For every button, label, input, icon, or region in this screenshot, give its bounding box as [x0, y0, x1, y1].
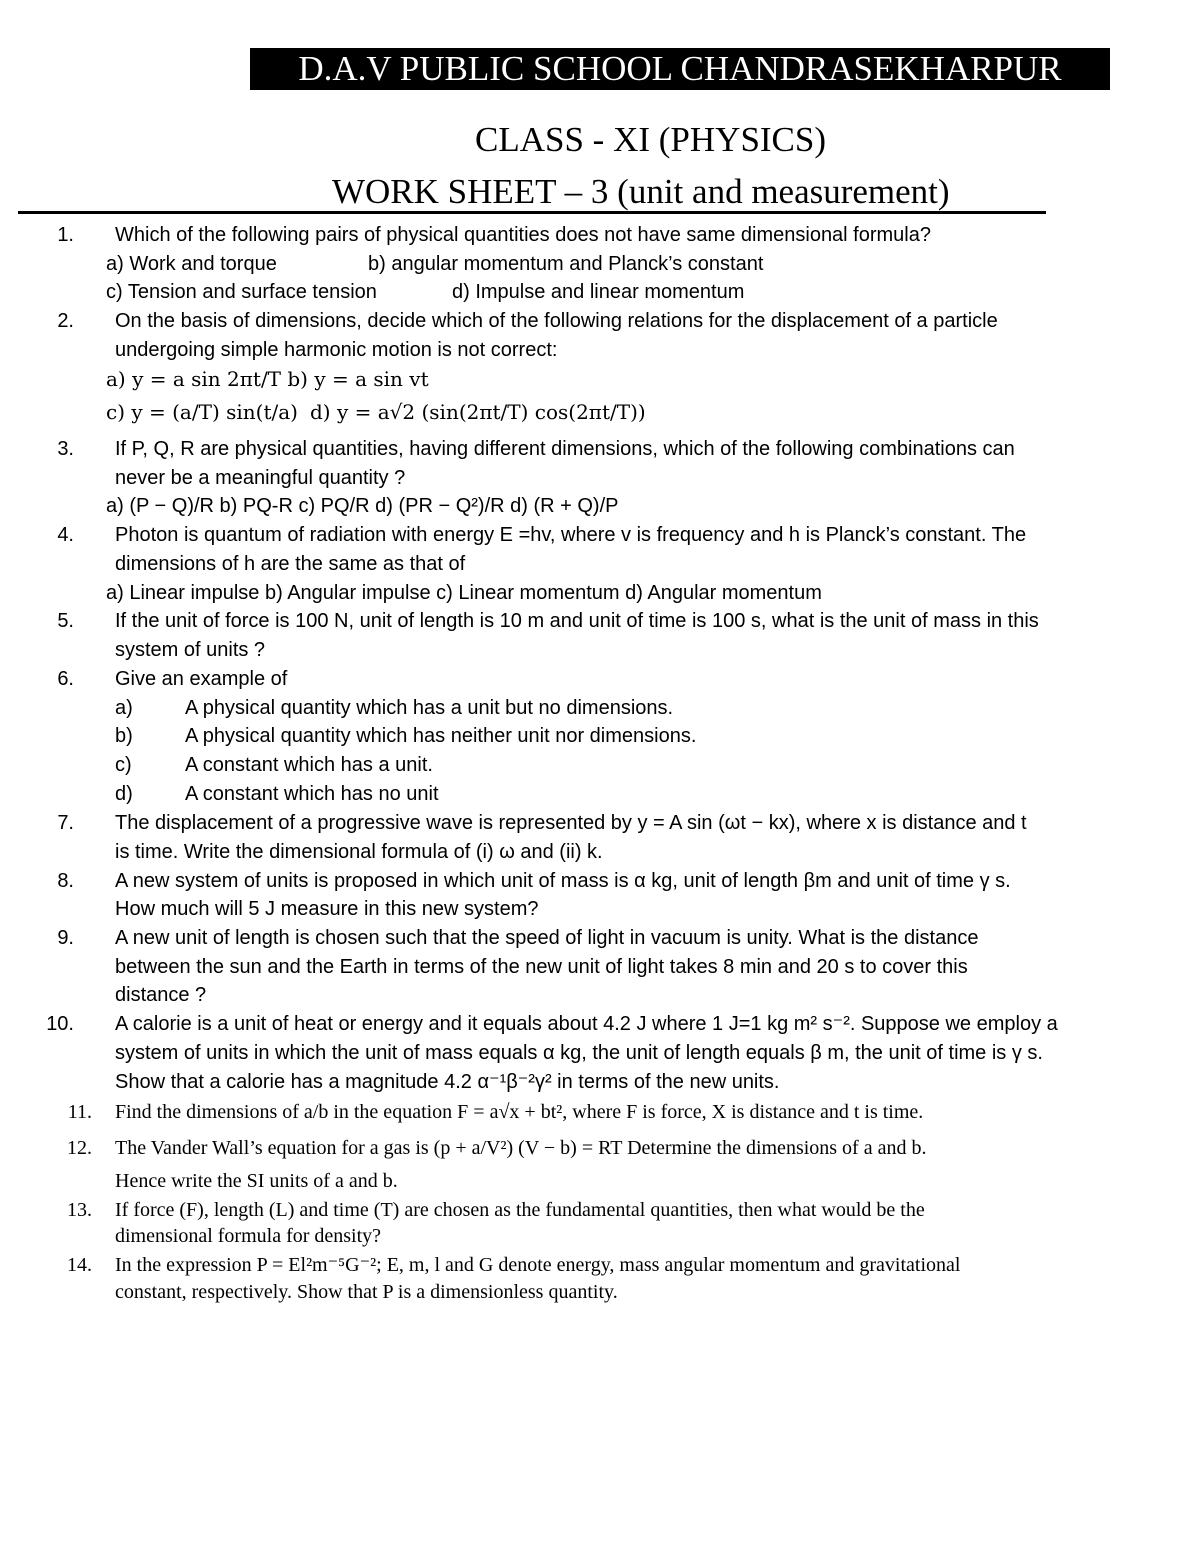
question-text-line-2: between the sun and the Earth in terms of the new unit of light takes 8 min and 20 s to cover this — [115, 956, 968, 978]
option-d: d) y = a√2 (sin(2πt/T) cos(2πt/T)) — [310, 400, 646, 424]
option-ab: a) y = a sin 2πt/T b) y = a sin vt — [106, 367, 429, 391]
question-number: 8. — [57, 870, 74, 892]
question-text: Find the dimensions of a/b in the equation F = a√x + bt², where F is force, X is distance and t is time. — [115, 1101, 924, 1123]
question-text-line-1: On the basis of dimensions, decide which of the following relations for the displacement of a particle — [115, 310, 998, 332]
question-text-line-2: Hence write the SI units of a and b. — [115, 1170, 398, 1192]
question-number: 13. — [67, 1199, 92, 1221]
question-text-line-1: If P, Q, R are physical quantities, having different dimensions, which of the following combinations can — [115, 438, 1015, 460]
question-text-line-2: never be a meaningful quantity ? — [115, 467, 406, 489]
question-text-line-1: In the expression P = El²m⁻⁵G⁻²; E, m, l and G denote energy, mass angular momentum and gravitational — [115, 1254, 961, 1276]
question-text-line-2: system of units in which the unit of mass equals α kg, the unit of length equals β m, the unit of time is γ s. — [115, 1042, 1043, 1064]
question-text-line-2: is time. Write the dimensional formula of (i) ω and (ii) k. — [115, 841, 603, 863]
question-number: 2. — [57, 310, 74, 332]
question-text-line-2: dimensions of h are the same as that of — [115, 553, 466, 575]
class-title: CLASS - XI (PHYSICS) — [475, 120, 827, 159]
question-text-line-2: system of units ? — [115, 639, 266, 661]
question-number: 11. — [67, 1101, 92, 1123]
question-text-line-2: dimensional formula for density? — [115, 1225, 382, 1247]
question-number: 6. — [57, 668, 74, 690]
question-number: 5. — [57, 610, 74, 632]
sub-label: c) — [115, 754, 132, 776]
question-text-line-1: If the unit of force is 100 N, unit of length is 10 m and unit of time is 100 s, what is the unit of mass in this — [115, 610, 1039, 632]
question-number: 7. — [57, 812, 74, 834]
question-text-line-3: Show that a calorie has a magnitude 4.2 α⁻¹β⁻²γ² in terms of the new units. — [115, 1071, 780, 1093]
question-number: 3. — [57, 438, 74, 460]
options: a) Linear impulse b) Angular impulse c) Linear momentum d) Angular momentum — [106, 582, 822, 604]
option-a: a) Work and torque — [106, 253, 277, 275]
option-c: c) Tension and surface tension — [106, 281, 377, 303]
option-d: d) Impulse and linear momentum — [452, 281, 745, 303]
question-text-line-1: Photon is quantum of radiation with energy E =hv, where v is frequency and h is Planck’s constant. The — [115, 524, 1027, 546]
question-number: 9. — [57, 927, 74, 949]
question-text-line-1: The Vander Wall’s equation for a gas is (p + a/V²) (V − b) = RT Determine the dimensions of a and b. — [115, 1137, 927, 1159]
question-number: 1. — [57, 224, 74, 246]
options: a) (P − Q)/R b) PQ-R c) PQ/R d) (PR − Q²)/R d) (R + Q)/P — [106, 495, 619, 517]
question-text-line-3: distance ? — [115, 984, 207, 1006]
question-number: 14. — [67, 1254, 92, 1276]
question-text-line-1: A new unit of length is chosen such that the speed of light in vacuum is unity. What is the distance — [115, 927, 979, 949]
question-text-line-2: undergoing simple harmonic motion is not correct: — [115, 339, 558, 361]
sub-text: A constant which has no unit — [185, 783, 439, 805]
option-b: b) angular momentum and Planck’s constant — [368, 253, 764, 275]
school-banner: D.A.V PUBLIC SCHOOL CHANDRASEKHARPUR — [250, 48, 1110, 90]
sub-text: A physical quantity which has a unit but no dimensions. — [185, 697, 674, 719]
question-text-line-1: A calorie is a unit of heat or energy and it equals about 4.2 J where 1 J=1 kg m² s⁻². Suppose we employ a — [115, 1013, 1058, 1035]
sub-text: A constant which has a unit. — [185, 754, 433, 776]
question-text: Give an example of — [115, 668, 288, 690]
header-divider — [18, 211, 1046, 214]
option-c: c) y = (a/T) sin(t/a) — [106, 400, 298, 424]
question-text-line-1: If force (F), length (L) and time (T) are chosen as the fundamental quantities, then what would be the — [115, 1199, 925, 1221]
sub-label: b) — [115, 725, 133, 747]
question-number: 10. — [46, 1013, 74, 1035]
question-number: 12. — [67, 1137, 92, 1159]
question-text-line-1: The displacement of a progressive wave is represented by y = A sin (ωt − kx), where x is distance and t — [115, 812, 1027, 834]
worksheet-title: WORK SHEET – 3 (unit and measurement) — [332, 172, 950, 211]
question-number: 4. — [57, 524, 74, 546]
question-text-line-2: constant, respectively. Show that P is a dimensionless quantity. — [115, 1281, 618, 1303]
sub-label: a) — [115, 697, 133, 719]
sub-text: A physical quantity which has neither unit nor dimensions. — [185, 725, 697, 747]
question-text-line-1: A new system of units is proposed in which unit of mass is α kg, unit of length βm and unit of time γ s. — [115, 870, 1011, 892]
question-text: Which of the following pairs of physical quantities does not have same dimensional formula? — [115, 224, 931, 246]
sub-label: d) — [115, 783, 133, 805]
question-text-line-2: How much will 5 J measure in this new system? — [115, 898, 539, 920]
